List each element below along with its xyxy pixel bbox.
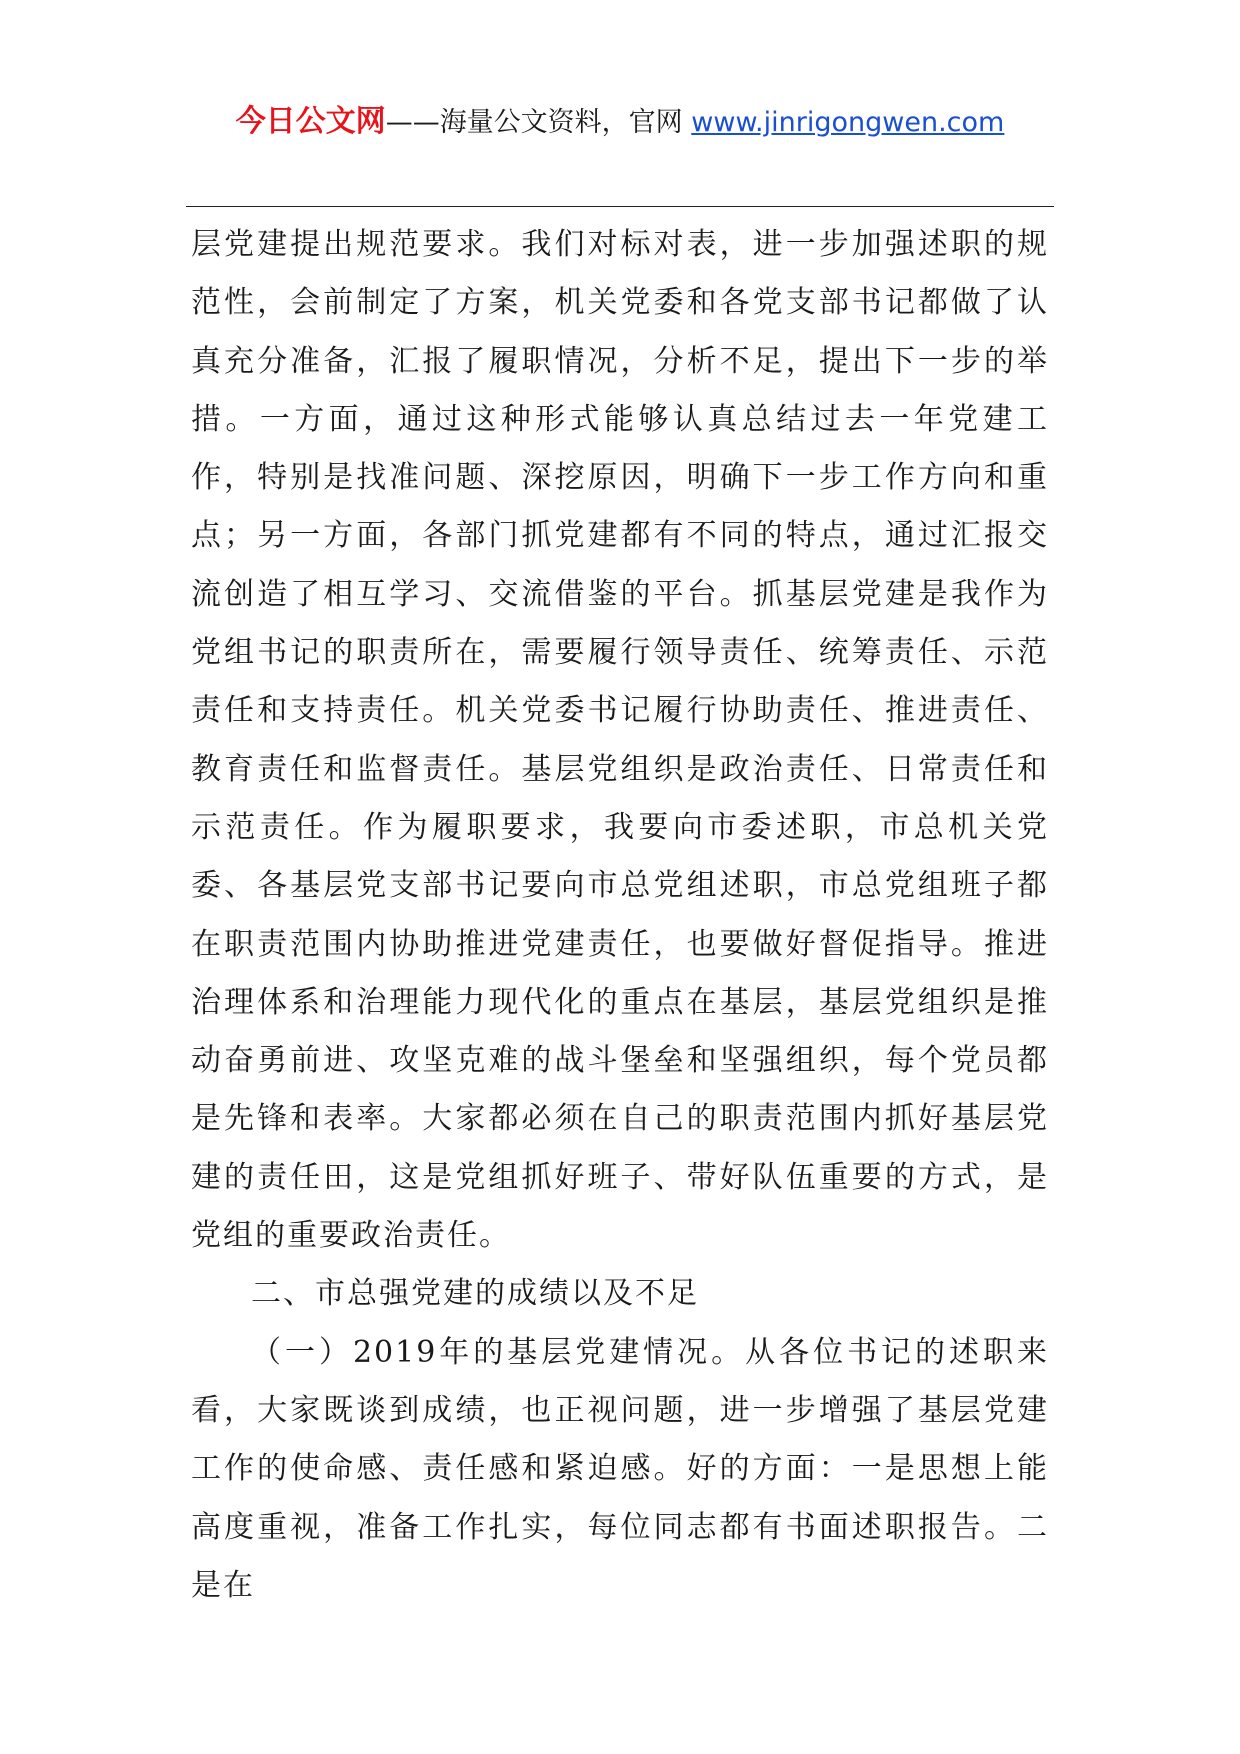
brand-name: 今日公文网 — [235, 104, 386, 139]
document-body — [191, 216, 1049, 1615]
body-paragraph: 层党建提出规范要求。我们对标对表，进一步加强述职的规范性，会前制定了方案，机关党委和各党支部书记都做了认真充分准备，汇报了履职情况，分析不足，提出下一步的举措。一方面，通过这种形式能够认真总结过去一年党建工作，特别是找准问题、深挖原因，明确下一步工作方向和重点；另一方面，各部门抓党建都有不同的特点，通过汇报交流创造了相互学习、交流借鉴的平台。抓基层党建是我作为党组书记的职责所在，需要履行领导责任、统筹责任、示范责任和支持责任。机关党委书记履行协助责任、推进责任、教育责任和监督责任。基层党组织是政治责任、日常责任和示范责任。作为履职要求，我要向市委述职，市总机关党委、各基层党支部书记要向市总党组述职，市总党组班子都在职责范围内协助推进党建责任，也要做好督促指导。推进治理体系和治理能力现代化的重点在基层，基层党组织是推动奋勇前进、攻坚克难的战斗堡垒和坚强组织，每个党员都是先锋和表率。大家都必须在自己的职责范围内抓好基层党建的责任田，这是党组抓好班子、带好队伍重要的方式，是党组的重要政治责任。 — [191, 227, 1049, 1254]
website-link[interactable]: www.jinrigongwen.com — [691, 107, 1005, 138]
header-divider — [186, 206, 1054, 207]
section-heading: 二、市总强党建的成绩以及不足 — [251, 1276, 699, 1312]
header-tagline: ——海量公文资料，官网 — [385, 107, 692, 138]
body-paragraph: （一）2019年的基层党建情况。从各位书记的述职来看，大家既谈到成绩，也正视问题，进一步增强了基层党建工作的使命感、责任感和紧迫感。好的方面：一是思想上能高度重视，准备工作扎实，每位同志都有书面述职报告。二是在 — [191, 1334, 1049, 1603]
page-header — [0, 102, 1240, 143]
